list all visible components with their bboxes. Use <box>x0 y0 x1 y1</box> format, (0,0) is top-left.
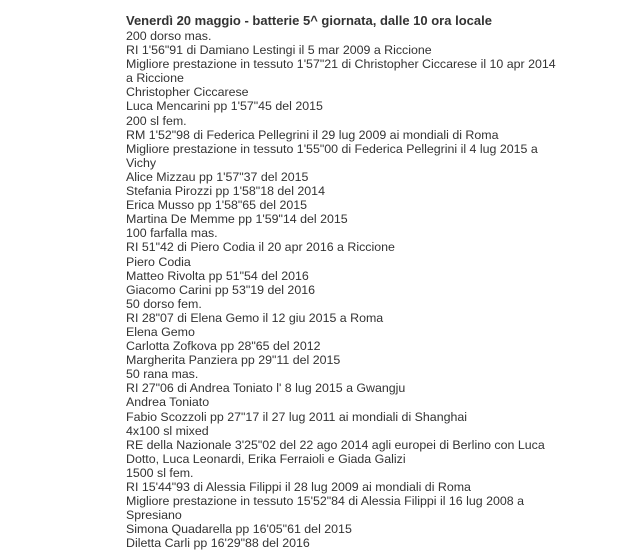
text-line: Diletta Carli pp 16'29"88 del 2016 <box>126 536 310 551</box>
text-line: Migliore prestazione in tessuto 15'52"84 di Alessia Filippi il 16 lug 2008 a Spresiano <box>126 494 524 523</box>
text-line: Erica Musso pp 1'58"65 del 2015 <box>126 198 308 213</box>
text-line: Migliore prestazione in tessuto 1'57"21 di Christopher Ciccarese il 10 apr 2014 a Riccione <box>126 57 556 86</box>
text-line: RI 15'44"93 di Alessia Filippi il 28 lug 2009 ai mondiali di Roma <box>126 480 471 494</box>
text-line: Giacomo Carini pp 53"19 del 2016 <box>126 282 315 297</box>
text-line: RI 51"42 di Piero Codia il 20 apr 2016 a Riccione <box>126 240 395 255</box>
text-line: 50 dorso fem. <box>126 296 202 311</box>
text-line: Migliore prestazione in tessuto 1'55"00 di Federica Pellegrini il 4 lug 2015 a Vichy <box>126 141 538 170</box>
text-line: Matteo Rivolta pp 51"54 del 2016 <box>126 268 309 283</box>
text-line: RM 1'52"98 di Federica Pellegrini il 29 lug 2009 ai mondiali di Roma <box>126 127 499 142</box>
text-line: Christopher Ciccarese <box>126 85 249 100</box>
text-line: Simona Quadarella pp 16'05"61 del 2015 <box>126 522 352 537</box>
text-line: 200 dorso mas. <box>126 29 212 43</box>
text-line: RE della Nazionale 3'25"02 del 22 ago 2014 agli europei di Berlino con Luca Dotto, Luca Leonardi, Erika Ferraioli e Giada Galizi <box>126 437 545 466</box>
text-line: Elena Gemo <box>126 324 195 339</box>
text-line: Luca Mencarini pp 1'57"45 del 2015 <box>126 99 323 114</box>
text-line: RI 27"06 di Andrea Toniato l' 8 lug 2015 a Gwangju <box>126 381 406 396</box>
text-line: Carlotta Zofkova pp 28"65 del 2012 <box>126 339 321 354</box>
text-line: Margherita Panziera pp 29"11 del 2015 <box>126 353 341 368</box>
text-line: 200 sl fem. <box>126 113 187 128</box>
article-lines <box>126 29 556 550</box>
text-line: 4x100 sl mixed <box>126 423 209 438</box>
text-line: Alice Mizzau pp 1'57"37 del 2015 <box>126 169 309 184</box>
text-line: Martina De Memme pp 1'59"14 del 2015 <box>126 212 348 227</box>
text-line: RI 28"07 di Elena Gemo il 12 giu 2015 a Roma <box>126 310 384 325</box>
article-title: Venerdì 20 maggio - batterie 5^ giornata, dalle 10 ora locale <box>126 13 492 28</box>
text-line: RI 1'56"91 di Damiano Lestingi il 5 mar 2009 a Riccione <box>126 43 432 58</box>
text-line: 50 rana mas. <box>126 367 199 382</box>
text-line: Piero Codia <box>126 254 191 269</box>
text-line: Fabio Scozzoli pp 27"17 il 27 lug 2011 ai mondiali di Shanghai <box>126 409 468 424</box>
text-line: 1500 sl fem. <box>126 465 194 480</box>
text-line: 100 farfalla mas. <box>126 226 218 241</box>
text-line: Stefania Pirozzi pp 1'58"18 del 2014 <box>126 184 325 199</box>
article-body <box>126 13 556 550</box>
text-line: Andrea Toniato <box>126 395 210 410</box>
